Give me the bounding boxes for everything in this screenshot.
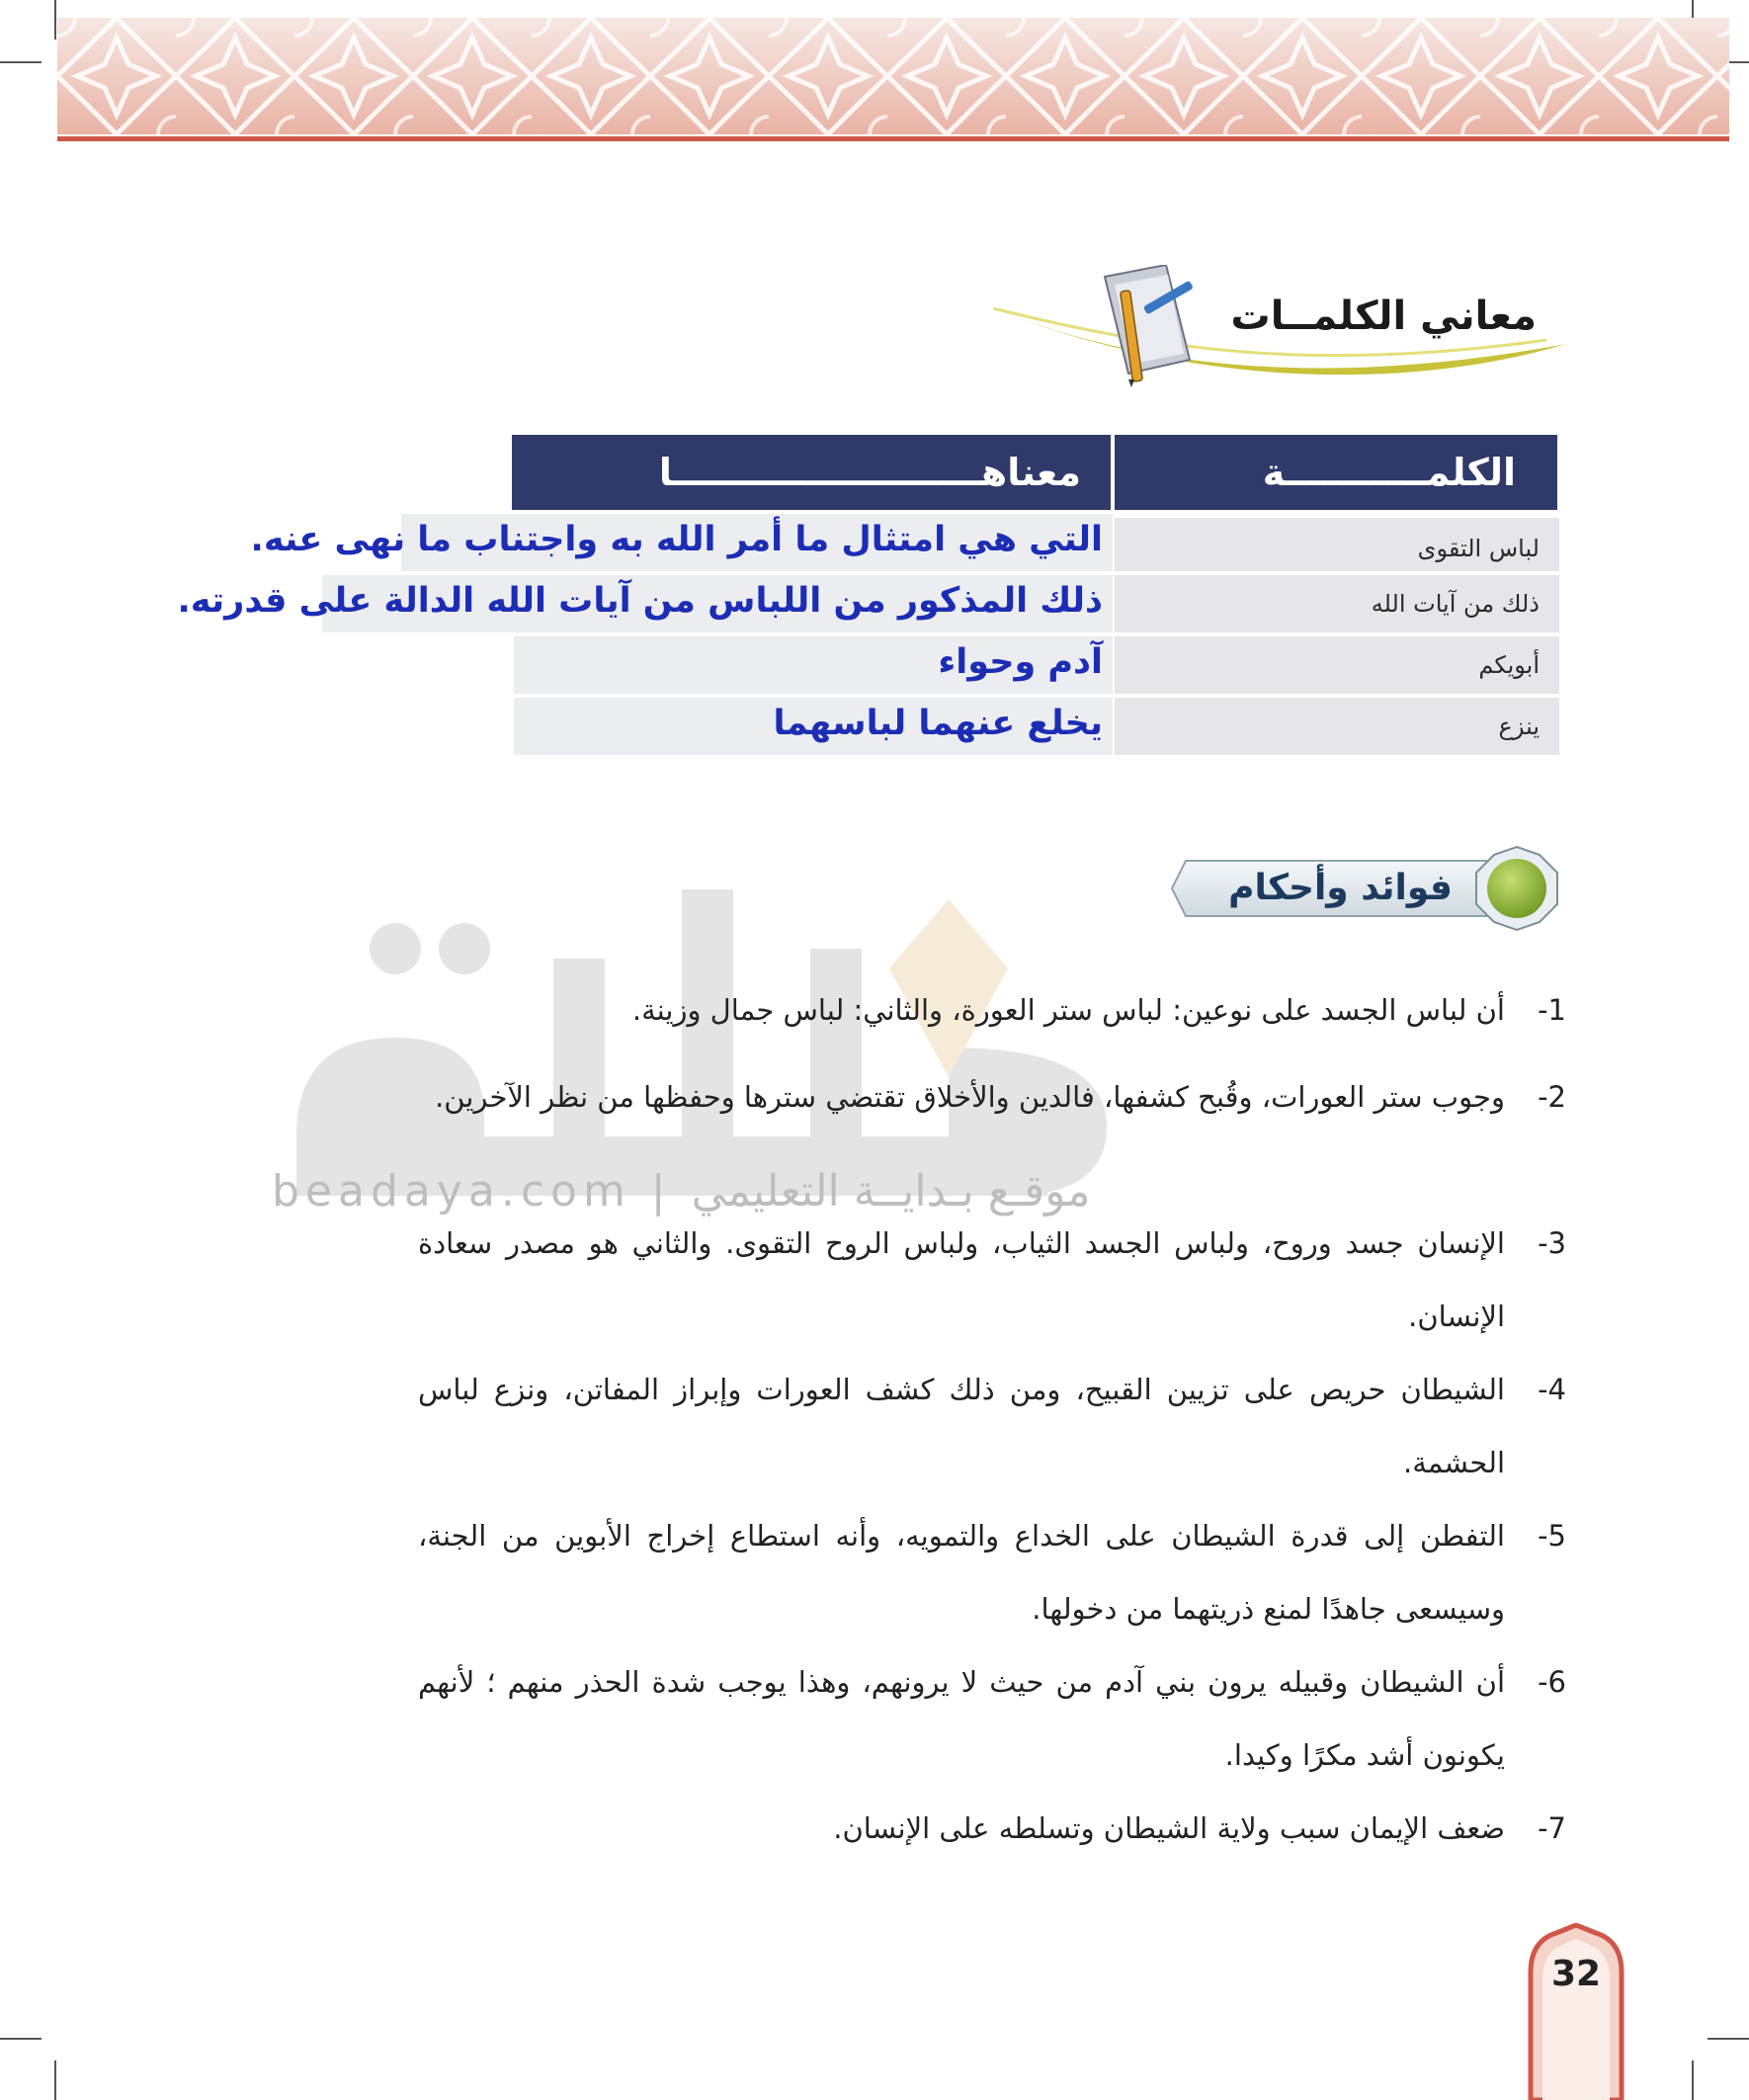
list-item-number: 5- xyxy=(1538,1519,1566,1553)
table-header-meaning xyxy=(512,435,1111,510)
list-item-number: 2- xyxy=(1538,1080,1566,1114)
list-item-number: 3- xyxy=(1538,1226,1566,1260)
section-title-word-meanings: معاني الكلمــات xyxy=(1230,294,1537,339)
geometric-pattern-icon xyxy=(57,18,1729,134)
vocab-word xyxy=(1115,575,1559,632)
crop-mark xyxy=(1692,2060,1694,2100)
list-item-text: ضعف الإيمان سبب ولاية الشيطان وتسلطه على الإنسان. xyxy=(833,1811,1505,1845)
table-header-word xyxy=(1115,435,1557,510)
crop-mark xyxy=(0,2038,42,2040)
vocab-word-text: لباس التقوى xyxy=(1417,535,1540,562)
list-item-text: وجوب ستر العورات، وقُبح كشفها، فالدين والأخلاق تقتضي سترها وحفظها من نظر الآخرين. xyxy=(435,1080,1505,1114)
list-item-text: أن لباس الجسد على نوعين: لباس ستر العورة، والثاني: لباس جمال وزينة. xyxy=(631,993,1505,1027)
vocab-meaning-text: يخلع عنهما لباسهما xyxy=(773,704,1103,743)
table-row xyxy=(250,514,1559,571)
pen-and-notebook-icon xyxy=(1087,265,1196,388)
top-pattern-band xyxy=(57,18,1729,134)
list-item-number: 1- xyxy=(1538,993,1566,1027)
list-item-text: التفطن إلى قدرة الشيطان على الخداع والتمويه، وأنه استطاع إخراج الأبوين من الجنة، وسيسعى جاهدًا لمنع ذريتهما من دخولها. xyxy=(418,1519,1505,1626)
vocab-meaning-text: ذلك المذكور من اللباس من آيات الله الدالة على قدرته. xyxy=(177,581,1103,621)
list-item-text: الإنسان جسد وروح، ولباس الجسد الثياب، ولباس الروح التقوى. والثاني هو مصدر سعادة الإنسان. xyxy=(418,1226,1505,1333)
vocab-word-text: ينزع xyxy=(1498,713,1540,740)
list-item-number: 6- xyxy=(1538,1665,1566,1699)
list-item-number: 7- xyxy=(1538,1811,1566,1845)
list-item-text: أن الشيطان وقبيله يرون بني آدم من حيث لا يرونهم، وهذا يوجب شدة الحذر منهم ؛ لأنهم يكونون أشد مكرًا وكيدا. xyxy=(418,1665,1505,1772)
vocab-meaning xyxy=(250,514,1113,571)
crop-mark xyxy=(0,61,42,63)
table-row xyxy=(177,575,1559,632)
crop-mark xyxy=(54,2060,56,2100)
vocab-meaning xyxy=(177,575,1113,632)
vocab-word xyxy=(1115,518,1559,571)
vocab-meaning xyxy=(514,636,1113,694)
vocab-word xyxy=(1115,636,1559,694)
table-header-meaning-label: معناهــــــــــــــــــــــــا xyxy=(658,451,1081,494)
table-row xyxy=(512,636,1559,694)
list-item-number: 4- xyxy=(1538,1373,1566,1406)
crop-mark xyxy=(54,0,56,40)
table-header-word-label: الكلمـــــــــــة xyxy=(1262,451,1516,494)
vocab-meaning-text: آدم وحواء xyxy=(938,642,1103,682)
vocab-word-text: أبويكم xyxy=(1478,651,1540,679)
watermark-text: beadaya.com | موقـع بـدايــة التعليمي xyxy=(272,1166,1091,1217)
vocab-word xyxy=(1115,698,1559,755)
list-item-text: الشيطان حريص على تزيين القبيح، ومن ذلك كشف العورات وإبراز المفاتن، ونزع لباس الحشمة. xyxy=(418,1373,1505,1479)
vocab-meaning-text: التي هي امتثال ما أمر الله به واجتناب ما نهى عنه. xyxy=(250,520,1103,559)
crop-mark xyxy=(1707,2038,1749,2040)
vocab-meaning xyxy=(514,698,1113,755)
page-number-tab-icon xyxy=(1527,1923,1625,2100)
table-row xyxy=(512,698,1559,755)
vocab-word-text: ذلك من آيات الله xyxy=(1371,590,1540,618)
header-rule xyxy=(57,136,1729,141)
page-number: 32 xyxy=(1550,1954,1602,1994)
section-title-benefits: فوائد وأحكام xyxy=(1228,868,1453,908)
